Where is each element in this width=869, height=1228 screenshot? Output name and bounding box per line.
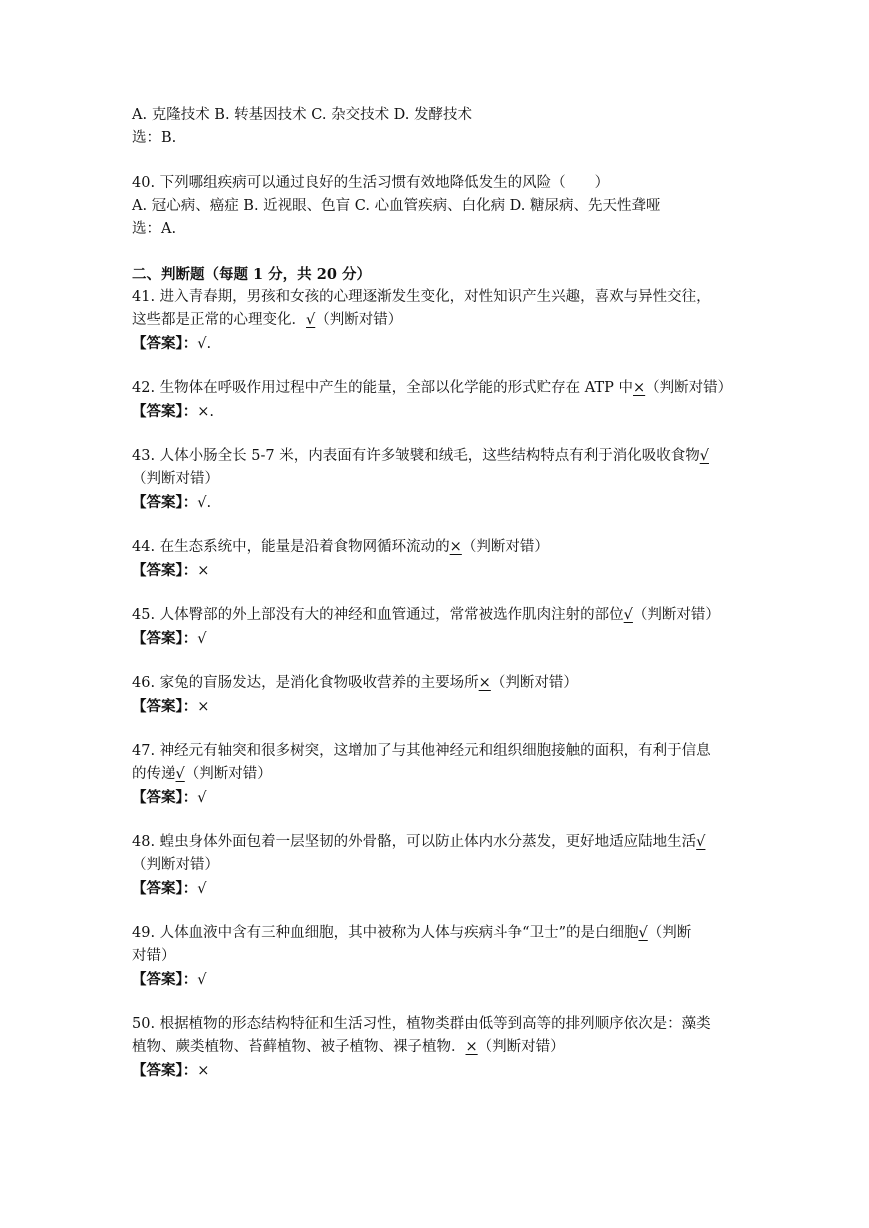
- q46-text: 46. 家兔的盲肠发达，是消化食物吸收营养的主要场所: [132, 675, 479, 691]
- answer-value: ×: [197, 563, 210, 579]
- q47-answer: [132, 786, 732, 809]
- q50-text: 植物、蕨类植物、苔藓植物、被子植物、裸子植物．: [132, 1039, 466, 1055]
- q41-mark: √: [306, 312, 316, 328]
- spacer: [132, 150, 732, 172]
- q48-line1: [132, 831, 732, 854]
- answer-value: √: [197, 790, 207, 806]
- spacer: [132, 900, 732, 922]
- section-heading: 二、判断题（每题 1 分，共 20 分）: [132, 266, 371, 283]
- q42-mark: ×: [633, 380, 646, 396]
- answer-value: √: [197, 881, 207, 897]
- answer-label: 【答案】：: [132, 698, 198, 715]
- q47-line1: 47. 神经元有轴突和很多树突，这增加了与其他神经元和组织细胞接触的面积，有利于信息: [132, 743, 711, 759]
- q46-line1: [132, 672, 732, 695]
- q49-text: 49. 人体血液中含有三种血细胞，其中被称为人体与疾病斗争“卫士”的是白细胞: [132, 925, 639, 941]
- q49-suffix: （判断: [647, 925, 692, 941]
- q43-mark: √: [699, 448, 709, 464]
- answer-value: √.: [197, 495, 212, 511]
- q39-answer: 选：B.: [132, 130, 177, 146]
- answer-label: 【答案】：: [132, 630, 198, 647]
- q40-options: A. 冠心病、癌症 B. 近视眼、色盲 C. 心血管疾病、白化病 D. 糖尿病、先天性聋哑: [132, 198, 661, 214]
- document-content: [132, 104, 732, 1082]
- q50-line1: 50. 根据植物的形态结构特征和生活习性，植物类群由低等到高等的排列顺序依次是：藻类: [132, 1016, 711, 1032]
- spacer: [132, 355, 732, 377]
- answer-label: 【答案】：: [132, 971, 198, 988]
- q47-line2: [132, 763, 732, 786]
- answer-value: √.: [197, 336, 212, 352]
- spacer: [132, 423, 732, 445]
- q42-answer: [132, 400, 732, 423]
- q45-mark: √: [623, 607, 633, 623]
- q46-answer: [132, 695, 732, 718]
- q49-line2: 对错）: [132, 948, 176, 964]
- q39-options: A. 克隆技术 B. 转基因技术 C. 杂交技术 D. 发酵技术: [132, 107, 473, 123]
- answer-value: √: [197, 631, 207, 647]
- q45-text: 45. 人体臀部的外上部没有大的神经和血管通过，常常被选作肌肉注射的部位: [132, 607, 624, 623]
- q41-line2: [132, 309, 732, 332]
- q44-mark: ×: [449, 539, 462, 555]
- q43-answer: [132, 491, 732, 514]
- spacer: [132, 241, 732, 263]
- q47-text: 的传递: [132, 766, 176, 782]
- q48-line2: （判断对错）: [132, 857, 219, 873]
- q49-line1: [132, 922, 732, 945]
- answer-label: 【答案】：: [132, 494, 198, 511]
- q40-answer: 选：A.: [132, 221, 177, 237]
- q48-text: 48. 蝗虫身体外面包着一层坚韧的外骨骼，可以防止体内水分蒸发，更好地适应陆地生活: [132, 834, 697, 850]
- q43-line1: [132, 445, 732, 468]
- answer-label: 【答案】：: [132, 789, 198, 806]
- q44-line1: [132, 536, 732, 559]
- q46-mark: ×: [478, 675, 491, 691]
- spacer: [132, 991, 732, 1013]
- q45-line1: [132, 604, 732, 627]
- q41-line1: 41. 进入青春期，男孩和女孩的心理逐渐发生变化，对性知识产生兴趣，喜欢与异性交往，: [132, 289, 711, 305]
- q41-suffix: （判断对错）: [315, 312, 403, 328]
- q49-mark: √: [638, 925, 648, 941]
- spacer: [132, 582, 732, 604]
- spacer: [132, 514, 732, 536]
- q49-answer: [132, 968, 732, 991]
- spacer: [132, 718, 732, 740]
- answer-label: 【答案】：: [132, 403, 198, 420]
- q42-suffix: （判断对错）: [645, 380, 733, 396]
- spacer: [132, 650, 732, 672]
- q44-answer: [132, 559, 732, 582]
- q42-line1: [132, 377, 732, 400]
- answer-value: ×.: [197, 404, 215, 420]
- answer-label: 【答案】：: [132, 1062, 198, 1079]
- q45-answer: [132, 627, 732, 650]
- q50-answer: [132, 1059, 732, 1082]
- q43-line2: （判断对错）: [132, 471, 219, 487]
- q45-suffix: （判断对错）: [632, 607, 720, 623]
- q44-text: 44. 在生态系统中，能量是沿着食物网循环流动的: [132, 539, 450, 555]
- q47-mark: √: [175, 766, 185, 782]
- q41-answer: [132, 332, 732, 355]
- answer-value: ×: [197, 1063, 210, 1079]
- q46-suffix: （判断对错）: [490, 675, 578, 691]
- q50-suffix: （判断对错）: [477, 1039, 565, 1055]
- q50-line2: [132, 1036, 732, 1059]
- q41-text: 这些都是正常的心理变化．: [132, 312, 306, 328]
- spacer: [132, 809, 732, 831]
- q47-suffix: （判断对错）: [184, 766, 272, 782]
- q44-suffix: （判断对错）: [461, 539, 549, 555]
- q48-mark: √: [696, 834, 706, 850]
- q43-text: 43. 人体小肠全长 5-7 米，内表面有许多皱襞和绒毛，这些结构特点有利于消化吸收食物: [132, 448, 700, 464]
- q40-stem: 40. 下列哪组疾病可以通过良好的生活习惯有效地降低发生的风险（ ）: [132, 175, 610, 191]
- answer-label: 【答案】：: [132, 880, 198, 897]
- q48-answer: [132, 877, 732, 900]
- answer-value: ×: [197, 699, 210, 715]
- answer-label: 【答案】：: [132, 562, 198, 579]
- answer-label: 【答案】：: [132, 335, 198, 352]
- q50-mark: ×: [465, 1039, 478, 1055]
- q42-text: 42. 生物体在呼吸作用过程中产生的能量，全部以化学能的形式贮存在 ATP 中: [132, 380, 633, 396]
- answer-value: √: [197, 972, 207, 988]
